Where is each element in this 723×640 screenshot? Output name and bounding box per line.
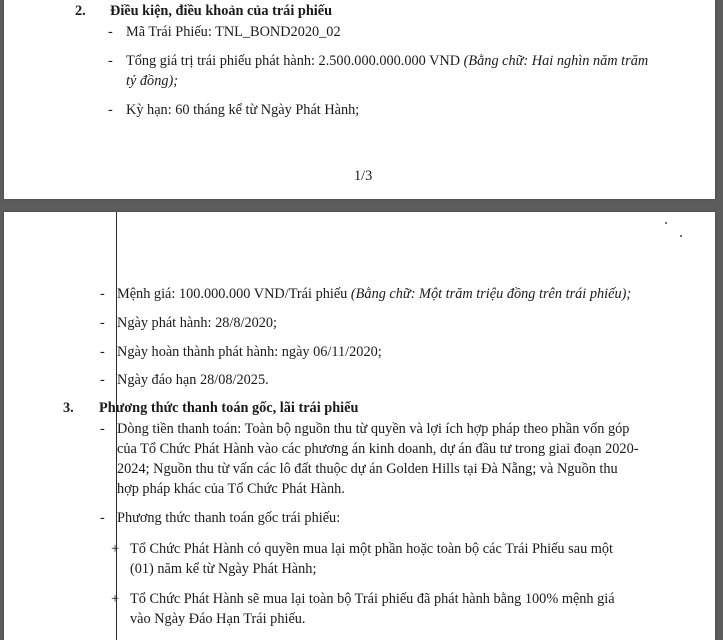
bullet-dash: - — [100, 421, 105, 437]
completion-date-item: Ngày hoàn thành phát hành: ngày 06/11/2020; — [117, 344, 382, 360]
bullet-dash: - — [108, 24, 113, 40]
bullet-dash: - — [100, 315, 105, 331]
term-item: Kỳ hạn: 60 tháng kể từ Ngày Phát Hành; — [126, 102, 360, 118]
section-3-number: 3. — [63, 400, 74, 416]
bullet-dash: - — [100, 286, 105, 302]
bullet-dash: - — [100, 372, 105, 388]
payment-method-label: Phương thức thanh toán gốc trái phiếu: — [117, 510, 341, 526]
bullet-plus: + — [111, 591, 120, 607]
redemption-option-line: (01) năm kể từ Ngày Phát Hành; — [130, 561, 317, 577]
par-value-text: Mệnh giá: 100.000.000 VND/Trái phiếu — [117, 286, 351, 302]
redemption-option-line: Tổ Chức Phát Hành có quyền mua lại một phần hoặc toàn bộ các Trái Phiếu sau một — [130, 541, 614, 557]
par-value-in-words: (Bằng chữ: Một trăm triệu đồng trên trái phiếu); — [350, 286, 632, 302]
cashflow-line: hợp pháp khác của Tổ Chức Phát Hành. — [117, 481, 345, 497]
bullet-dash: - — [108, 102, 113, 118]
cashflow-line: Dòng tiền thanh toán: Toàn bộ nguồn thu từ quyền và lợi ích hợp pháp theo phần vốn góp — [117, 421, 630, 437]
section-3-heading: Phương thức thanh toán gốc, lãi trái phiếu — [99, 400, 359, 416]
scan-speck — [680, 235, 682, 237]
total-value-in-words-cont: tỷ đồng); — [126, 73, 179, 89]
total-value-item — [126, 52, 648, 70]
document-page-2 — [4, 212, 715, 640]
maturity-redemption-line: vào Ngày Đáo Hạn Trái phiếu. — [130, 611, 306, 627]
cashflow-line: của Tổ Chức Phát Hành vào các phương án kinh doanh, dự án đầu tư trong giai đoạn 2020- — [117, 441, 639, 457]
cashflow-line: 2024; Nguồn thu từ vấn các lô đất thuộc dự án Golden Hills tại Đà Nẵng; và Nguồn thu — [117, 461, 618, 477]
page-number: 1/3 — [354, 168, 373, 184]
total-value-in-words: (Bằng chữ: Hai nghìn năm trăm — [463, 53, 649, 69]
maturity-date-item: Ngày đáo hạn 28/08/2025. — [117, 372, 269, 388]
par-value-item — [117, 285, 631, 303]
document-page-1 — [4, 0, 715, 199]
section-2-heading: Điều kiện, điều khoản của trái phiếu — [110, 3, 333, 19]
bond-code-item: Mã Trái Phiếu: TNL_BOND2020_02 — [126, 24, 341, 40]
bullet-dash: - — [100, 510, 105, 526]
issue-date-item: Ngày phát hành: 28/8/2020; — [117, 315, 278, 331]
bullet-dash: - — [100, 344, 105, 360]
scan-speck — [665, 222, 667, 224]
section-2-number: 2. — [75, 3, 86, 19]
total-value-text: Tổng giá trị trái phiếu phát hành: 2.500.000.000.000 VND — [126, 53, 464, 69]
bullet-plus: + — [111, 541, 120, 557]
maturity-redemption-line: Tổ Chức Phát Hành sẽ mua lại toàn bộ Trái phiếu đã phát hành bằng 100% mệnh giá — [130, 591, 615, 607]
bullet-dash: - — [108, 53, 113, 69]
